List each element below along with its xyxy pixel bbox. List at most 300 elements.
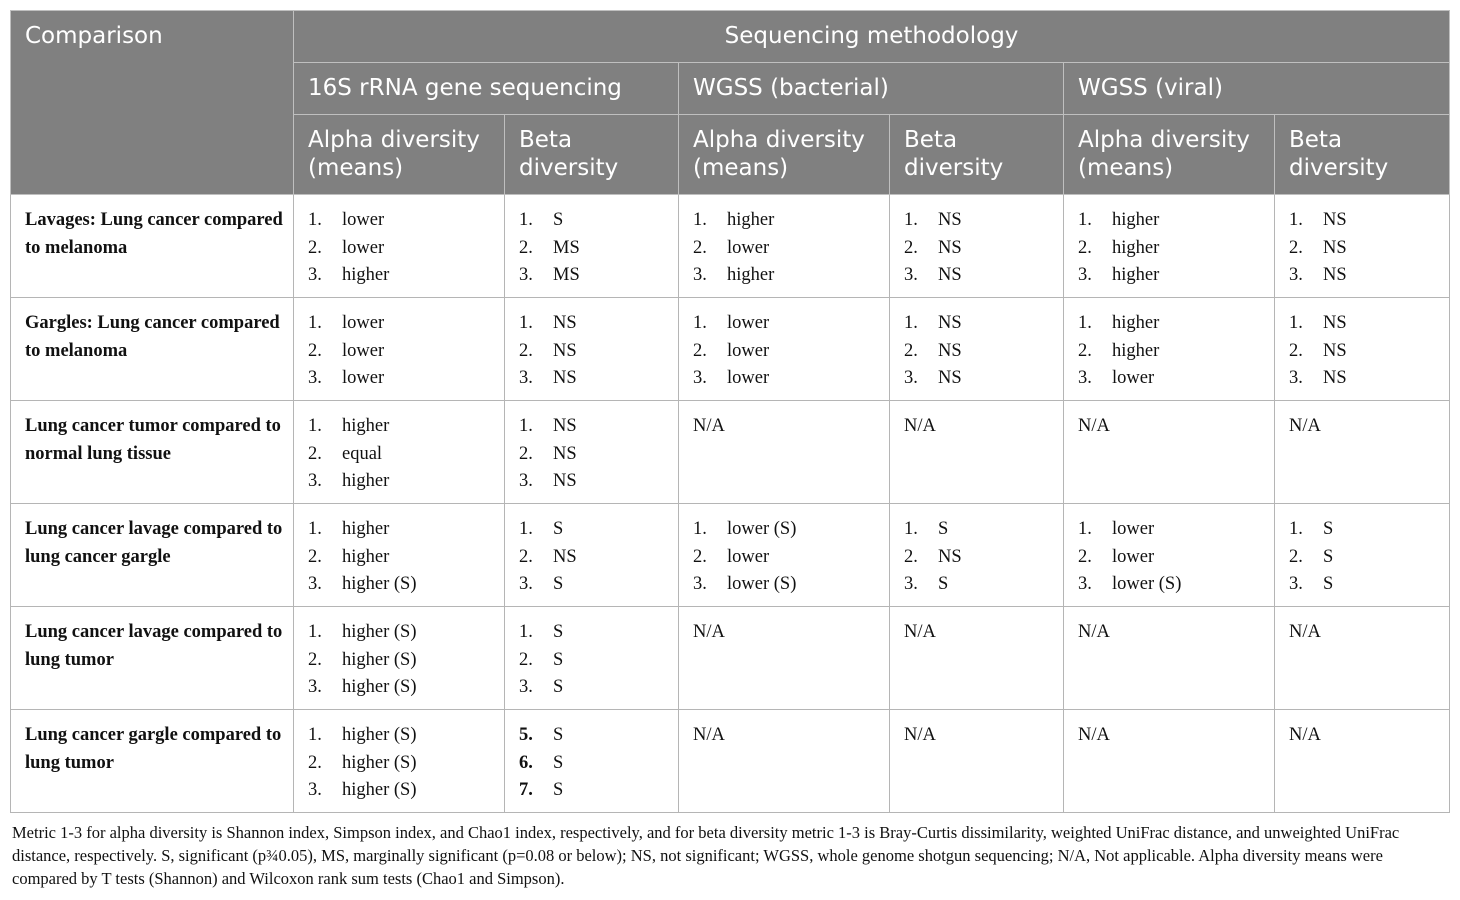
- metric-value: NS: [1323, 237, 1347, 258]
- metric-value: S: [553, 574, 564, 594]
- metric-value: higher (S): [342, 725, 417, 745]
- metric-number: 2.: [1289, 340, 1303, 361]
- metric-list: [519, 722, 664, 805]
- metric-list: [519, 413, 664, 496]
- metric-item: [904, 544, 1049, 572]
- metric-list: [308, 413, 490, 496]
- table-header: [11, 11, 1450, 195]
- metric-item: [904, 207, 1049, 235]
- metric-item: [519, 571, 664, 599]
- table-row: [11, 504, 1450, 607]
- metric-item: [519, 235, 664, 263]
- metric-number: 1.: [1289, 210, 1303, 230]
- metric-item: [308, 674, 490, 702]
- metric-value: S: [938, 574, 949, 594]
- metric-item: [308, 777, 490, 805]
- metric-item: [693, 207, 875, 235]
- metric-number: 3.: [1078, 574, 1092, 594]
- cell-alpha-wgss-viral: N/A: [1064, 710, 1275, 813]
- cell-beta-16s: [505, 298, 679, 401]
- cell-alpha-wgss-bacterial: N/A: [679, 607, 890, 710]
- metric-item: [308, 544, 490, 572]
- metric-number: 2.: [519, 649, 533, 670]
- header-group-wgss-bacterial: WGSS (bacterial): [679, 63, 1064, 115]
- metric-item: [1078, 235, 1260, 263]
- metric-number: 3.: [308, 677, 322, 697]
- metric-number: 1.: [308, 725, 322, 745]
- metric-list: [1078, 516, 1260, 599]
- metric-item: [693, 235, 875, 263]
- metric-list: [1289, 310, 1435, 393]
- cell-alpha-16s: [294, 298, 505, 401]
- metric-value: S: [553, 752, 564, 773]
- metric-value: lower (S): [1112, 574, 1182, 594]
- cell-alpha-wgss-bacterial: N/A: [679, 401, 890, 504]
- metric-number: 1.: [308, 519, 322, 539]
- metric-item: [308, 516, 490, 544]
- metric-number: 3.: [904, 265, 918, 285]
- cell-alpha-wgss-bacterial: N/A: [679, 710, 890, 813]
- metric-item: [1289, 262, 1435, 290]
- cell-alpha-wgss-bacterial: [679, 195, 890, 298]
- metric-item: [308, 207, 490, 235]
- cell-beta-wgss-bacterial: [890, 504, 1064, 607]
- table-row: [11, 710, 1450, 813]
- metric-item: [519, 413, 664, 441]
- metric-value: NS: [938, 313, 962, 333]
- metric-value: lower: [727, 313, 770, 333]
- metric-value: NS: [1323, 210, 1347, 230]
- cell-alpha-wgss-bacterial: [679, 298, 890, 401]
- header-comparison: Comparison: [11, 11, 294, 195]
- comparison-cell: Lavages: Lung cancer compared to melanoma: [11, 195, 294, 298]
- metric-item: [1078, 207, 1260, 235]
- cell-alpha-16s: [294, 607, 505, 710]
- cell-beta-wgss-bacterial: N/A: [890, 710, 1064, 813]
- metric-value: lower: [727, 340, 770, 361]
- metric-number: 3.: [1289, 265, 1303, 285]
- results-table-container: [10, 10, 1449, 890]
- metric-value: higher: [1112, 210, 1160, 230]
- metric-value: NS: [1323, 368, 1347, 388]
- metric-value: S: [553, 519, 564, 539]
- cell-beta-wgss-bacterial: [890, 298, 1064, 401]
- metric-value: higher (S): [342, 677, 417, 697]
- metric-number: 1.: [519, 519, 533, 539]
- metric-number: 3.: [519, 265, 533, 285]
- metric-list: [904, 310, 1049, 393]
- metric-list: [904, 516, 1049, 599]
- header-group-wgss-viral: WGSS (viral): [1064, 63, 1450, 115]
- metric-number: 1.: [308, 416, 322, 436]
- metric-item: [519, 619, 664, 647]
- metric-item: [519, 777, 664, 805]
- metric-number: 1.: [519, 210, 533, 230]
- metric-number: 7.: [519, 780, 533, 800]
- metric-item: [519, 647, 664, 675]
- metric-number: 2.: [308, 649, 322, 670]
- table-row: [11, 401, 1450, 504]
- cell-beta-16s: [505, 504, 679, 607]
- metric-number: 3.: [693, 265, 707, 285]
- metric-item: [308, 468, 490, 496]
- metric-value: higher: [342, 416, 390, 436]
- metric-list: [308, 722, 490, 805]
- metric-value: NS: [553, 443, 577, 464]
- metric-number: 1.: [519, 416, 533, 436]
- cell-beta-wgss-viral: N/A: [1275, 607, 1450, 710]
- metric-number: 2.: [308, 237, 322, 258]
- cell-alpha-16s: [294, 401, 505, 504]
- metric-item: [904, 338, 1049, 366]
- cell-beta-16s: [505, 195, 679, 298]
- metric-number: 5.: [519, 725, 533, 745]
- metric-value: higher: [342, 471, 390, 491]
- metric-number: 3.: [904, 368, 918, 388]
- header-methodology: Sequencing methodology: [294, 11, 1450, 63]
- metric-value: NS: [553, 546, 577, 567]
- metric-number: 2.: [1078, 237, 1092, 258]
- metric-value: NS: [1323, 313, 1347, 333]
- metric-number: 3.: [1289, 368, 1303, 388]
- metric-number: 2.: [308, 340, 322, 361]
- metric-value: higher: [727, 265, 775, 285]
- metric-item: [904, 365, 1049, 393]
- metric-number: 2.: [519, 546, 533, 567]
- metric-value: NS: [553, 313, 577, 333]
- metric-number: 3.: [308, 471, 322, 491]
- metric-item: [904, 310, 1049, 338]
- metric-number: 2.: [904, 237, 918, 258]
- metric-number: 1.: [519, 313, 533, 333]
- metric-item: [1289, 365, 1435, 393]
- comparison-cell: Lung cancer lavage compared to lung tumor: [11, 607, 294, 710]
- metric-number: 2.: [1289, 237, 1303, 258]
- metric-number: 3.: [693, 368, 707, 388]
- metric-item: [693, 262, 875, 290]
- metric-value: MS: [553, 237, 580, 258]
- table-row: [11, 298, 1450, 401]
- metric-item: [519, 441, 664, 469]
- metric-item: [308, 310, 490, 338]
- metric-value: lower: [1112, 519, 1155, 539]
- metric-value: S: [553, 649, 564, 670]
- metric-number: 3.: [519, 368, 533, 388]
- table-footnote: Metric 1-3 for alpha diversity is Shannon index, Simpson index, and Chao1 index, respectively, and for beta diversity metric 1-3 is Bray-Curtis dissimilarity, weighted UniFrac distance, and unweighted UniFrac distance, respectively. S, significant (p¾0.05), MS, marginally significant (p=0.08 or below); NS, not significant; WGSS, whole genome shotgun sequencing; N/A, Not applicable. Alpha diversity means were compared by T tests (Shannon) and Wilcoxon rank sum tests (Chao1 and Simpson).: [12, 823, 1400, 888]
- cell-beta-wgss-viral: N/A: [1275, 401, 1450, 504]
- cell-beta-16s: [505, 401, 679, 504]
- metric-value: NS: [938, 546, 962, 567]
- metric-number: 3.: [308, 780, 322, 800]
- header-group-16s: 16S rRNA gene sequencing: [294, 63, 679, 115]
- metric-number: 1.: [693, 210, 707, 230]
- metric-item: [1289, 544, 1435, 572]
- cell-alpha-wgss-viral: [1064, 195, 1275, 298]
- metric-value: higher: [342, 546, 390, 567]
- metric-number: 1.: [1289, 313, 1303, 333]
- metric-value: higher: [1112, 265, 1160, 285]
- metric-number: 1.: [308, 313, 322, 333]
- metric-value: lower: [342, 237, 385, 258]
- metric-list: [1078, 310, 1260, 393]
- metric-value: lower: [342, 368, 385, 388]
- table-row: [11, 607, 1450, 710]
- metric-value: lower (S): [727, 574, 797, 594]
- metric-number: 3.: [308, 265, 322, 285]
- metric-value: higher: [1112, 313, 1160, 333]
- metric-number: 1.: [904, 519, 918, 539]
- metric-item: [1078, 338, 1260, 366]
- cell-alpha-wgss-viral: [1064, 504, 1275, 607]
- cell-beta-16s: [505, 710, 679, 813]
- header-alpha-wgss-viral: Alpha diversity (means): [1064, 115, 1275, 195]
- metric-item: [308, 365, 490, 393]
- metric-number: 2.: [1078, 546, 1092, 567]
- metric-value: higher (S): [342, 780, 417, 800]
- metric-value: S: [1323, 519, 1334, 539]
- metric-number: 2.: [904, 340, 918, 361]
- metric-number: 3.: [1289, 574, 1303, 594]
- metric-number: 1.: [1078, 210, 1092, 230]
- cell-beta-wgss-viral: [1275, 195, 1450, 298]
- metric-value: NS: [938, 340, 962, 361]
- metric-number: 1.: [1078, 519, 1092, 539]
- metric-list: [519, 310, 664, 393]
- metric-list: [693, 310, 875, 393]
- cell-alpha-16s: [294, 504, 505, 607]
- metric-item: [693, 310, 875, 338]
- metric-item: [519, 544, 664, 572]
- cell-beta-wgss-viral: N/A: [1275, 710, 1450, 813]
- metric-number: 2.: [519, 340, 533, 361]
- cell-alpha-wgss-bacterial: [679, 504, 890, 607]
- cell-beta-wgss-viral: [1275, 298, 1450, 401]
- metric-value: lower: [1112, 546, 1155, 567]
- metric-value: S: [1323, 546, 1334, 567]
- metric-value: S: [553, 725, 564, 745]
- metric-item: [519, 516, 664, 544]
- metric-list: [519, 207, 664, 290]
- header-beta-wgss-bacterial: Beta diversity: [890, 115, 1064, 195]
- metric-value: lower (S): [727, 519, 797, 539]
- metric-value: higher (S): [342, 622, 417, 642]
- metric-value: higher (S): [342, 649, 417, 670]
- metric-value: lower: [727, 546, 770, 567]
- metric-number: 3.: [693, 574, 707, 594]
- header-beta-16s: Beta diversity: [505, 115, 679, 195]
- metric-item: [308, 722, 490, 750]
- metric-list: [693, 516, 875, 599]
- metric-value: lower: [342, 313, 385, 333]
- metric-number: 3.: [519, 574, 533, 594]
- comparison-cell: Lung cancer lavage compared to lung cancer gargle: [11, 504, 294, 607]
- comparison-cell: Lung cancer gargle compared to lung tumor: [11, 710, 294, 813]
- metric-value: NS: [553, 368, 577, 388]
- metric-number: 2.: [693, 340, 707, 361]
- metric-item: [308, 338, 490, 366]
- metric-value: higher (S): [342, 574, 417, 594]
- metric-item: [1078, 516, 1260, 544]
- metric-number: 2.: [1078, 340, 1092, 361]
- metric-number: 1.: [693, 519, 707, 539]
- metric-number: 6.: [519, 752, 533, 773]
- metric-item: [519, 310, 664, 338]
- metric-item: [904, 516, 1049, 544]
- metric-item: [519, 365, 664, 393]
- metric-item: [519, 674, 664, 702]
- metric-item: [904, 235, 1049, 263]
- metric-number: 1.: [308, 210, 322, 230]
- metric-item: [1078, 571, 1260, 599]
- metric-item: [904, 262, 1049, 290]
- metric-number: 2.: [519, 237, 533, 258]
- cell-beta-wgss-viral: [1275, 504, 1450, 607]
- metric-value: NS: [1323, 340, 1347, 361]
- metric-value: NS: [553, 340, 577, 361]
- metric-item: [1289, 516, 1435, 544]
- metric-item: [693, 544, 875, 572]
- metric-number: 1.: [904, 210, 918, 230]
- metric-item: [519, 338, 664, 366]
- metric-value: lower: [342, 340, 385, 361]
- metric-item: [308, 750, 490, 778]
- metric-item: [308, 619, 490, 647]
- metric-value: higher (S): [342, 752, 417, 773]
- metric-item: [308, 413, 490, 441]
- metric-number: 2.: [693, 546, 707, 567]
- comparison-cell: Lung cancer tumor compared to normal lung tissue: [11, 401, 294, 504]
- cell-alpha-16s: [294, 710, 505, 813]
- metric-number: 2.: [308, 443, 322, 464]
- metric-value: higher: [342, 265, 390, 285]
- metric-number: 2.: [904, 546, 918, 567]
- metric-list: [308, 310, 490, 393]
- metric-item: [1078, 365, 1260, 393]
- metric-value: NS: [553, 416, 577, 436]
- metric-number: 1.: [904, 313, 918, 333]
- metric-item: [1289, 571, 1435, 599]
- header-alpha-16s: Alpha diversity (means): [294, 115, 505, 195]
- metric-value: higher: [342, 519, 390, 539]
- cell-alpha-16s: [294, 195, 505, 298]
- metric-value: S: [553, 622, 564, 642]
- metric-number: 1.: [519, 622, 533, 642]
- metric-number: 3.: [308, 574, 322, 594]
- metric-value: S: [553, 780, 564, 800]
- metric-value: lower: [1112, 368, 1155, 388]
- metric-value: higher: [727, 210, 775, 230]
- metric-item: [1289, 207, 1435, 235]
- cell-beta-16s: [505, 607, 679, 710]
- metric-item: [1289, 235, 1435, 263]
- metric-value: NS: [553, 471, 577, 491]
- metric-number: 3.: [519, 677, 533, 697]
- cell-alpha-wgss-viral: [1064, 298, 1275, 401]
- metric-list: [519, 619, 664, 702]
- metric-value: higher: [1112, 340, 1160, 361]
- metric-item: [693, 516, 875, 544]
- metric-value: NS: [938, 368, 962, 388]
- metric-value: NS: [1323, 265, 1347, 285]
- metric-number: 2.: [1289, 546, 1303, 567]
- metric-number: 3.: [519, 471, 533, 491]
- metric-item: [308, 441, 490, 469]
- metric-item: [1078, 310, 1260, 338]
- metric-list: [519, 516, 664, 599]
- cell-alpha-wgss-viral: N/A: [1064, 401, 1275, 504]
- metric-value: NS: [938, 237, 962, 258]
- metric-number: 3.: [1078, 368, 1092, 388]
- metric-item: [1078, 544, 1260, 572]
- metric-value: MS: [553, 265, 580, 285]
- metric-item: [308, 235, 490, 263]
- metric-item: [519, 722, 664, 750]
- metric-item: [519, 262, 664, 290]
- metric-item: [1078, 262, 1260, 290]
- metric-value: lower: [727, 368, 770, 388]
- metric-item: [519, 750, 664, 778]
- metric-number: 2.: [693, 237, 707, 258]
- metric-value: equal: [342, 443, 383, 464]
- header-beta-wgss-viral: Beta diversity: [1275, 115, 1450, 195]
- metric-value: S: [553, 210, 564, 230]
- metric-number: 1.: [308, 622, 322, 642]
- metric-value: NS: [938, 265, 962, 285]
- cell-beta-wgss-bacterial: N/A: [890, 607, 1064, 710]
- metric-item: [904, 571, 1049, 599]
- metric-item: [519, 207, 664, 235]
- metric-value: lower: [727, 237, 770, 258]
- metric-list: [904, 207, 1049, 290]
- metric-number: 1.: [1289, 519, 1303, 539]
- metric-item: [693, 571, 875, 599]
- metric-number: 3.: [1078, 265, 1092, 285]
- metric-list: [308, 619, 490, 702]
- metric-item: [1289, 338, 1435, 366]
- cell-beta-wgss-bacterial: N/A: [890, 401, 1064, 504]
- metric-number: 2.: [308, 546, 322, 567]
- metric-number: 1.: [693, 313, 707, 333]
- table-body: [11, 195, 1450, 813]
- table-row: [11, 195, 1450, 298]
- metric-list: [308, 207, 490, 290]
- comparison-cell: Gargles: Lung cancer compared to melanoma: [11, 298, 294, 401]
- metric-list: [693, 207, 875, 290]
- cell-beta-wgss-bacterial: [890, 195, 1064, 298]
- metric-value: higher: [1112, 237, 1160, 258]
- metric-item: [308, 262, 490, 290]
- metric-item: [693, 338, 875, 366]
- metric-list: [1078, 207, 1260, 290]
- cell-alpha-wgss-viral: N/A: [1064, 607, 1275, 710]
- metric-value: S: [1323, 574, 1334, 594]
- metric-list: [1289, 516, 1435, 599]
- metric-list: [308, 516, 490, 599]
- metric-value: NS: [938, 210, 962, 230]
- metric-item: [308, 571, 490, 599]
- metric-item: [693, 365, 875, 393]
- metric-item: [519, 468, 664, 496]
- diversity-comparison-table: [10, 10, 1450, 813]
- metric-item: [308, 647, 490, 675]
- metric-list: [1289, 207, 1435, 290]
- metric-number: 3.: [904, 574, 918, 594]
- metric-number: 3.: [308, 368, 322, 388]
- metric-number: 2.: [308, 752, 322, 773]
- metric-number: 1.: [1078, 313, 1092, 333]
- metric-item: [1289, 310, 1435, 338]
- metric-value: S: [938, 519, 949, 539]
